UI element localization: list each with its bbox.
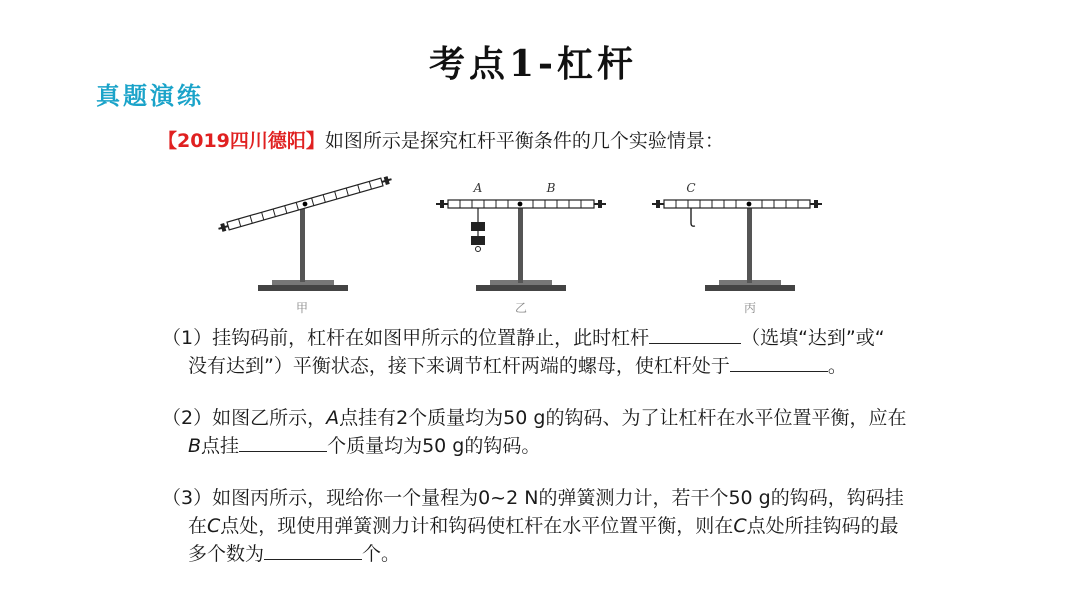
q2-var-a: A	[326, 407, 340, 429]
stand-pole	[518, 203, 523, 283]
caption-bing: 丙	[743, 301, 757, 315]
caption-yi: 乙	[514, 301, 528, 315]
q2-text-a: （2）如图乙所示，	[162, 407, 327, 429]
page-title: 考点1-杠杆	[429, 43, 637, 85]
figure-jia	[217, 175, 392, 291]
q2-var-b: B	[188, 435, 202, 457]
stand-base	[476, 285, 566, 291]
stand-pole	[300, 202, 305, 282]
q1-text-a: （1）挂钩码前，杠杆在如图甲所示的位置静止，此时杠杆	[162, 327, 650, 349]
hook	[691, 208, 695, 226]
q3-var-c2: C	[733, 515, 747, 537]
point-label-b: B	[546, 181, 556, 195]
q3-text-d: 点处所挂钩码的最	[746, 515, 899, 537]
sub-question-2	[162, 404, 906, 460]
q3-text-e: 多个数为	[188, 543, 265, 565]
caption-jia: 甲	[295, 301, 309, 315]
q2-text-b: 点挂有2个质量均为50 g的钩码、为了让杠杆在水平位置平衡，应在	[339, 407, 907, 429]
q2-text-d: 个质量均为50 g的钩码。	[327, 435, 541, 457]
lever-figures	[210, 170, 850, 320]
q2-blank[interactable]	[239, 433, 327, 452]
sub-question-3	[162, 484, 904, 568]
sub-question-1	[162, 324, 885, 380]
q1-text-c: 没有达到”）平衡状态，接下来调节杠杆两端的螺母，使杠杆处于	[188, 355, 730, 377]
source-tag: 【2019四川德阳】	[158, 130, 325, 152]
q1-blank-1[interactable]	[649, 325, 741, 344]
figure-yi	[436, 200, 606, 291]
lever-bar	[664, 200, 810, 208]
q2-text-c: 点挂	[201, 435, 240, 457]
q3-text-f: 个。	[362, 543, 401, 565]
point-label-c: C	[686, 181, 696, 195]
stand-base	[705, 285, 795, 291]
q3-text-c: 点处，现使用弹簧测力计和钩码使杠杆在水平位置平衡，则在	[220, 515, 734, 537]
hanging-weights	[471, 208, 485, 252]
q3-text-b: 在	[188, 515, 208, 537]
figure-bing	[652, 200, 822, 291]
section-tag: 真题演练	[96, 81, 204, 110]
q3-blank[interactable]	[264, 541, 362, 560]
q1-blank-2[interactable]	[730, 353, 828, 372]
q3-var-c1: C	[207, 515, 221, 537]
question-stem	[158, 126, 724, 153]
point-label-a: A	[473, 181, 483, 195]
q1-text-d: 。	[827, 355, 847, 377]
q1-text-b: （选填“达到”或“	[741, 327, 885, 349]
stand-pole	[747, 203, 752, 283]
q3-text-a: （3）如图丙所示，现给你一个量程为0~2 N的弹簧测力计，若干个50 g的钩码，钩码挂	[162, 487, 904, 509]
stand-base	[258, 285, 348, 291]
stem-text: 如图所示是探究杠杆平衡条件的几个实验情景：	[324, 130, 724, 152]
